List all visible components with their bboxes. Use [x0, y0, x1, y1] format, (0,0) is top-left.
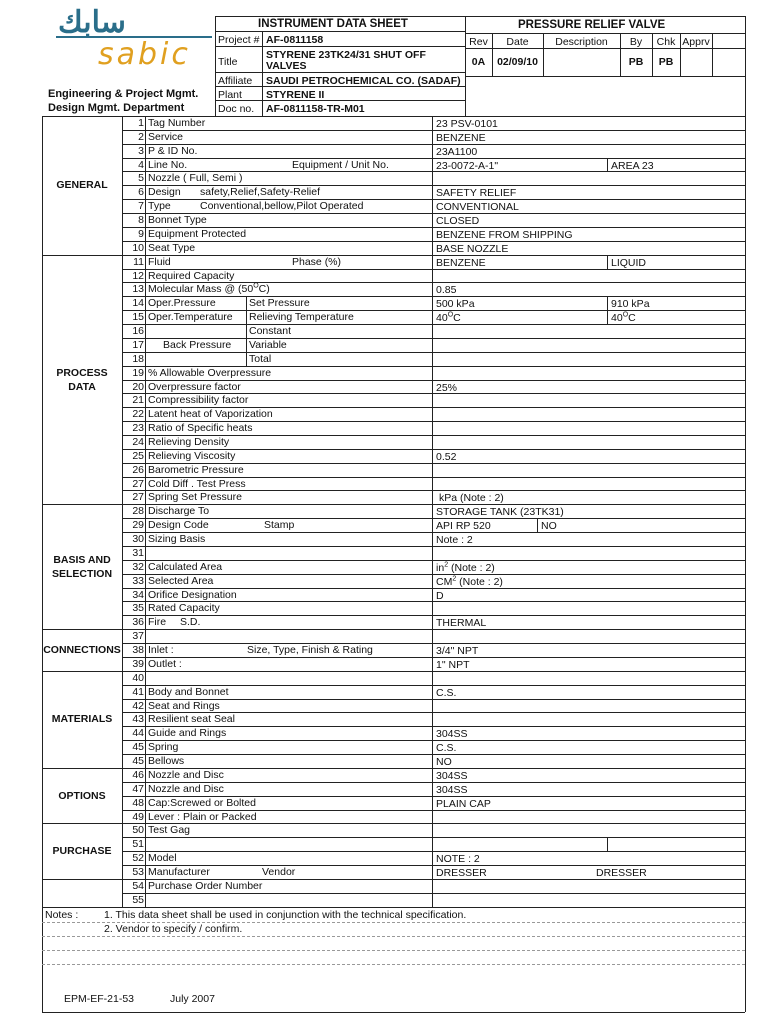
superscript: 2: [452, 575, 457, 583]
row-number: 45: [132, 741, 144, 754]
label-sub-col: [246, 296, 247, 365]
row-number: 28: [132, 505, 144, 518]
affiliate-label: Affiliate: [218, 75, 253, 87]
section-purchase: PURCHASE: [52, 845, 112, 858]
row-rule: [122, 213, 745, 214]
row-number: 42: [132, 699, 144, 712]
row-sub-label: Constant: [249, 325, 292, 338]
title-label: Title: [218, 56, 238, 68]
row-number: 25: [132, 449, 144, 462]
row-rule: [122, 740, 745, 741]
row-number: 49: [132, 810, 144, 823]
row-label: Inlet :: [148, 644, 174, 657]
form-date: July 2007: [170, 993, 215, 1005]
row-value: BENZENE: [436, 256, 486, 269]
row-number: 52: [132, 852, 144, 865]
body-right: [745, 116, 746, 1012]
row-value-2: DRESSER: [596, 866, 647, 879]
note-item: 2. Vendor to specify / confirm.: [104, 922, 243, 935]
row-rule: [122, 657, 745, 658]
row-rule: [122, 643, 745, 644]
row-value: STORAGE TANK (23TK31): [436, 506, 564, 519]
rev-header-rev: Rev: [469, 36, 488, 48]
rev-header-description: Description: [555, 36, 608, 48]
row-value: BASE NOZZLE: [436, 242, 509, 255]
header-rule: [465, 33, 745, 34]
row-label: Overpressure factor: [148, 380, 241, 393]
value-sub-col: [537, 518, 538, 532]
row-label: Type: [148, 200, 171, 213]
plant-label: Plant: [218, 89, 242, 101]
row-value-2: LIQUID: [611, 256, 647, 269]
sheet-bottom: [42, 1012, 745, 1013]
row-rule: [122, 255, 745, 256]
row-number: 39: [132, 657, 144, 670]
row-value: $CM^2$ (Note : 2): [436, 575, 503, 588]
row-label: Purchase Order Number: [148, 879, 263, 892]
design-department: Design Mgmt. Department: [48, 102, 185, 114]
row-value: $in^2$ (Note : 2): [436, 561, 495, 574]
rev-header-chk: Chk: [656, 36, 676, 48]
row-number: 10: [132, 241, 144, 254]
row-number: 29: [132, 519, 144, 532]
row-number: 48: [132, 796, 144, 809]
header-left: [215, 16, 216, 116]
notes-line: [42, 950, 745, 951]
row-rule: [122, 893, 745, 894]
sheet-title: INSTRUMENT DATA SHEET: [258, 18, 408, 30]
row-value-2: 910 kPa: [611, 298, 650, 311]
row-sub-label: Set Pressure: [249, 297, 310, 310]
section-process-data: PROCESS DATA: [56, 366, 108, 393]
row-number: 27: [132, 477, 144, 490]
number-col: [145, 116, 146, 907]
superscript: O: [447, 311, 454, 319]
row-sub-label: Total: [249, 352, 272, 365]
row-number: 32: [132, 560, 144, 573]
row-value: C.S.: [436, 742, 457, 755]
row-number: 7: [138, 200, 144, 213]
row-number: 18: [132, 352, 144, 365]
row-label: Back Pressure: [163, 338, 232, 351]
section-basis-and-selection: BASIS AND SELECTION: [51, 553, 113, 580]
row-value: BENZENE FROM SHIPPING: [436, 228, 573, 241]
row-sub-label: Size, Type, Finish & Rating: [247, 644, 373, 657]
row-label: Relieving Viscosity: [148, 449, 236, 462]
rev-header-apprv: Apprv: [682, 36, 710, 48]
row-label: Required Capacity: [148, 269, 235, 282]
row-label: Model: [148, 852, 177, 865]
row-number: 45: [132, 755, 144, 768]
row-label: Cold Diff . Test Press: [148, 477, 246, 490]
row-value: API RP 520: [436, 520, 491, 533]
row-value: 0.85: [436, 284, 457, 297]
row-label: Seat Type: [148, 241, 196, 254]
row-label: Test Gag: [148, 824, 191, 837]
row-rule: [122, 823, 745, 824]
row-number: 14: [132, 297, 144, 310]
row-rule: [122, 615, 745, 616]
row-rule: [122, 241, 745, 242]
row-number: 41: [132, 685, 144, 698]
row-value: SAFETY RELIEF: [436, 187, 517, 200]
row-label: Design Code: [148, 519, 209, 532]
row-number: 55: [132, 893, 144, 906]
row-value: CONVENTIONAL: [436, 201, 519, 214]
row-value: 304SS: [436, 783, 468, 796]
info-rule: [215, 100, 465, 101]
row-rule: [122, 352, 745, 353]
row-number: 38: [132, 644, 144, 657]
row-number: 17: [132, 338, 144, 351]
row-value: PLAIN CAP: [436, 797, 491, 810]
row-number: 15: [132, 311, 144, 324]
header-right: [745, 16, 746, 116]
row-label: Calculated Area: [148, 560, 223, 573]
row-sub-label: Vendor: [262, 865, 296, 878]
row-number: 47: [132, 782, 144, 795]
row-label: Latent heat of Vaporization: [148, 408, 273, 421]
row-label: Lever : Plain or Packed: [148, 810, 257, 823]
row-value: DRESSER: [436, 866, 487, 879]
row-rule: [122, 504, 745, 505]
row-rule: [122, 518, 745, 519]
row-number: 20: [132, 380, 144, 393]
row-label: Equipment Protected: [148, 227, 247, 240]
row-number: 44: [132, 727, 144, 740]
row-number: 24: [132, 436, 144, 448]
row-label: Molecular Mass @ $(50^OC)$: [148, 282, 270, 296]
row-sub-label: Variable: [249, 338, 287, 351]
affiliate-value: SAUDI PETROCHEMICAL CO. (SADAF): [266, 75, 461, 87]
row-number: 2: [138, 130, 144, 143]
row-label: Ratio of Specific heats: [148, 422, 253, 435]
row-rule: [122, 130, 745, 131]
value-col: [432, 116, 433, 907]
row-number: 12: [132, 269, 144, 282]
row-rule: [122, 837, 745, 838]
row-number: 1: [138, 117, 144, 129]
row-label: Bonnet Type: [148, 214, 207, 227]
row-rule: [122, 532, 745, 533]
notes-line: [42, 936, 745, 937]
row-number: 6: [138, 186, 144, 199]
row-sub-label: Equipment / Unit No.: [292, 158, 389, 171]
row-number: 21: [132, 394, 144, 407]
row-label: P & ID No.: [148, 144, 198, 157]
superscript: 2: [444, 561, 449, 569]
row-label: Fluid: [148, 255, 171, 268]
plant-value: STYRENE II: [266, 89, 325, 101]
doc-number-label: Doc no.: [218, 103, 255, 115]
row-sub-label: Relieving Temperature: [249, 311, 354, 324]
header-top: [215, 16, 745, 17]
row-number: 33: [132, 574, 144, 587]
row-value: kPa (Note : 2): [439, 492, 504, 505]
row-label: Sizing Basis: [148, 533, 206, 546]
row-number: 19: [132, 366, 144, 379]
row-label: % Allowable Overpressure: [148, 366, 272, 379]
value-sub-col: [607, 310, 608, 324]
section-connections: CONNECTIONS: [43, 643, 121, 656]
row-sub-label: safety,Relief,Safety-Relief: [200, 186, 321, 199]
row-label: Body and Bonnet: [148, 685, 229, 698]
logo-arabic: سابك: [58, 5, 126, 40]
row-value-2: AREA 23: [611, 159, 654, 172]
row-value: 1" NPT: [436, 658, 470, 671]
rev-value-rev: 0A: [471, 56, 486, 68]
row-label: Compressibility factor: [148, 394, 249, 407]
value-sub-col: [607, 296, 608, 310]
info-col: [262, 31, 263, 116]
row-label: Oper.Pressure: [148, 297, 216, 310]
row-label: Resilient seat Seal: [148, 713, 235, 726]
row-label: Rated Capacity: [148, 602, 220, 615]
row-value-2: NO: [541, 520, 557, 533]
row-label: Bellows: [148, 755, 185, 768]
row-value: 23A1100: [436, 145, 478, 158]
row-number: 13: [132, 283, 144, 296]
row-number: 9: [138, 227, 144, 240]
row-number: 35: [132, 602, 144, 615]
row-rule: [122, 158, 745, 159]
row-value: D: [436, 589, 444, 602]
row-value: CLOSED: [436, 215, 480, 228]
row-label: Relieving Density: [148, 436, 230, 448]
row-sub-label: Phase (%): [292, 255, 342, 268]
row-number: 31: [132, 546, 144, 559]
row-number: 53: [132, 865, 144, 878]
section-general: GENERAL: [56, 179, 108, 192]
row-rule: [122, 574, 745, 575]
row-label: Barometric Pressure: [148, 463, 244, 476]
row-number: 54: [132, 879, 144, 892]
superscript: O: [622, 311, 629, 319]
row-label: Selected Area: [148, 574, 214, 587]
rev-value-chk: PB: [658, 56, 674, 68]
row-label: Spring Set Pressure: [148, 491, 242, 504]
row-rule: [122, 629, 745, 630]
engineering-department: Engineering & Project Mgmt.: [48, 88, 199, 100]
note-item: 1. This data sheet shall be used in conjunction with the technical specification.: [104, 908, 467, 921]
notes-label: Notes :: [45, 908, 79, 921]
row-number: 43: [132, 713, 144, 726]
section-options: OPTIONS: [58, 789, 106, 802]
row-number: 46: [132, 768, 144, 781]
row-number: 23: [132, 422, 144, 435]
row-value: BENZENE: [436, 131, 486, 144]
row-value: 23 PSV-0101: [436, 118, 498, 130]
row-number: 4: [138, 158, 144, 171]
rev-value-by: PB: [628, 56, 644, 68]
row-value: NOTE : 2: [436, 853, 480, 866]
row-value: 0.52: [436, 450, 457, 463]
row-number: 11: [133, 255, 144, 268]
row-label: Manufacturer: [148, 865, 210, 878]
row-sub-label: S.D.: [180, 616, 201, 629]
row-number: 51: [132, 838, 144, 851]
notes-line: [42, 922, 745, 923]
row-number: 37: [132, 630, 144, 643]
info-rule: [215, 72, 465, 73]
row-number: 16: [132, 325, 144, 338]
title-value-2: VALVES: [266, 60, 307, 72]
row-value: Note : 2: [436, 534, 473, 547]
row-number: 27: [132, 491, 144, 504]
row-value: 25%: [436, 381, 458, 394]
value-sub-col: [607, 158, 608, 172]
row-number: 8: [138, 214, 144, 227]
row-value: C.S.: [436, 686, 457, 699]
row-label: Oper.Temperature: [148, 311, 233, 324]
row-rule: [122, 671, 745, 672]
row-sub-label: Stamp: [264, 519, 295, 532]
row-number: 22: [132, 408, 144, 421]
row-number: 34: [132, 588, 144, 601]
notes-top: [42, 907, 745, 908]
section-materials: MATERIALS: [51, 713, 113, 726]
row-value: 3/4" NPT: [436, 645, 479, 658]
row-number: 40: [132, 671, 144, 684]
logo-underline: [56, 36, 212, 38]
row-label: Discharge To: [148, 505, 210, 518]
row-value: THERMAL: [436, 617, 487, 630]
rev-value-date: 02/09/10: [497, 56, 538, 68]
row-label: Seat and Rings: [148, 699, 220, 712]
row-label: Guide and Rings: [148, 727, 227, 740]
row-rule: [122, 851, 745, 852]
row-number: 5: [138, 172, 144, 185]
rev-rule: [465, 48, 745, 49]
row-value: $40^OC$: [436, 311, 461, 325]
row-label: Outlet :: [148, 657, 182, 670]
notes-line: [42, 964, 745, 965]
row-number: 36: [132, 616, 144, 629]
row-label: Fire: [148, 616, 167, 629]
row-label: Tag Number: [148, 117, 206, 129]
rev-header-by: By: [629, 36, 643, 48]
row-label: Orifice Designation: [148, 588, 237, 601]
row-sub-label: Conventional,bellow,Pilot Operated: [200, 200, 364, 213]
row-number: 30: [132, 533, 144, 546]
row-rule: [122, 144, 745, 145]
row-label: Design: [148, 186, 181, 199]
superscript: O: [253, 282, 259, 290]
doc-number-value: AF-0811158-TR-M01: [266, 103, 365, 115]
row-rule: [122, 865, 745, 866]
form-number: EPM-EF-21-53: [64, 993, 135, 1005]
rev-header-date: Date: [506, 36, 529, 48]
row-label: Nozzle and Disc: [148, 782, 224, 795]
rev-rule: [465, 76, 745, 77]
row-label: Line No.: [148, 158, 188, 171]
row-number: 26: [132, 463, 144, 476]
project-value: AF-0811158: [266, 34, 324, 46]
row-label: Service: [148, 130, 184, 143]
row-value-2: $40^OC$: [611, 311, 636, 325]
row-number: 50: [132, 824, 144, 837]
logo-sabic: sabic: [98, 37, 191, 72]
row-label: Cap:Screwed or Bolted: [148, 796, 256, 809]
row-value: NO: [436, 756, 452, 769]
title-value-1: STYRENE 23TK24/31 SHUT OFF: [266, 49, 426, 61]
row-value: 304SS: [436, 728, 468, 741]
info-rule: [215, 46, 465, 47]
row-rule: [122, 324, 745, 325]
row-rule: [122, 754, 745, 755]
row-number: 3: [138, 144, 144, 157]
row-label: Spring: [148, 741, 179, 754]
row-label: Nozzle ( Full, Semi ): [148, 172, 243, 185]
doc-type: PRESSURE RELIEF VALVE: [518, 19, 666, 31]
row-label: Nozzle and Disc: [148, 768, 224, 781]
project-label: Project #: [218, 34, 260, 46]
row-rule: [122, 546, 745, 547]
row-value: 23-0072-A-1": [436, 159, 499, 172]
row-value: 500 kPa: [436, 298, 475, 311]
value-sub-col: [607, 255, 608, 269]
row-value: 304SS: [436, 769, 468, 782]
value-sub-col: [607, 837, 608, 851]
header-rule: [215, 31, 465, 32]
